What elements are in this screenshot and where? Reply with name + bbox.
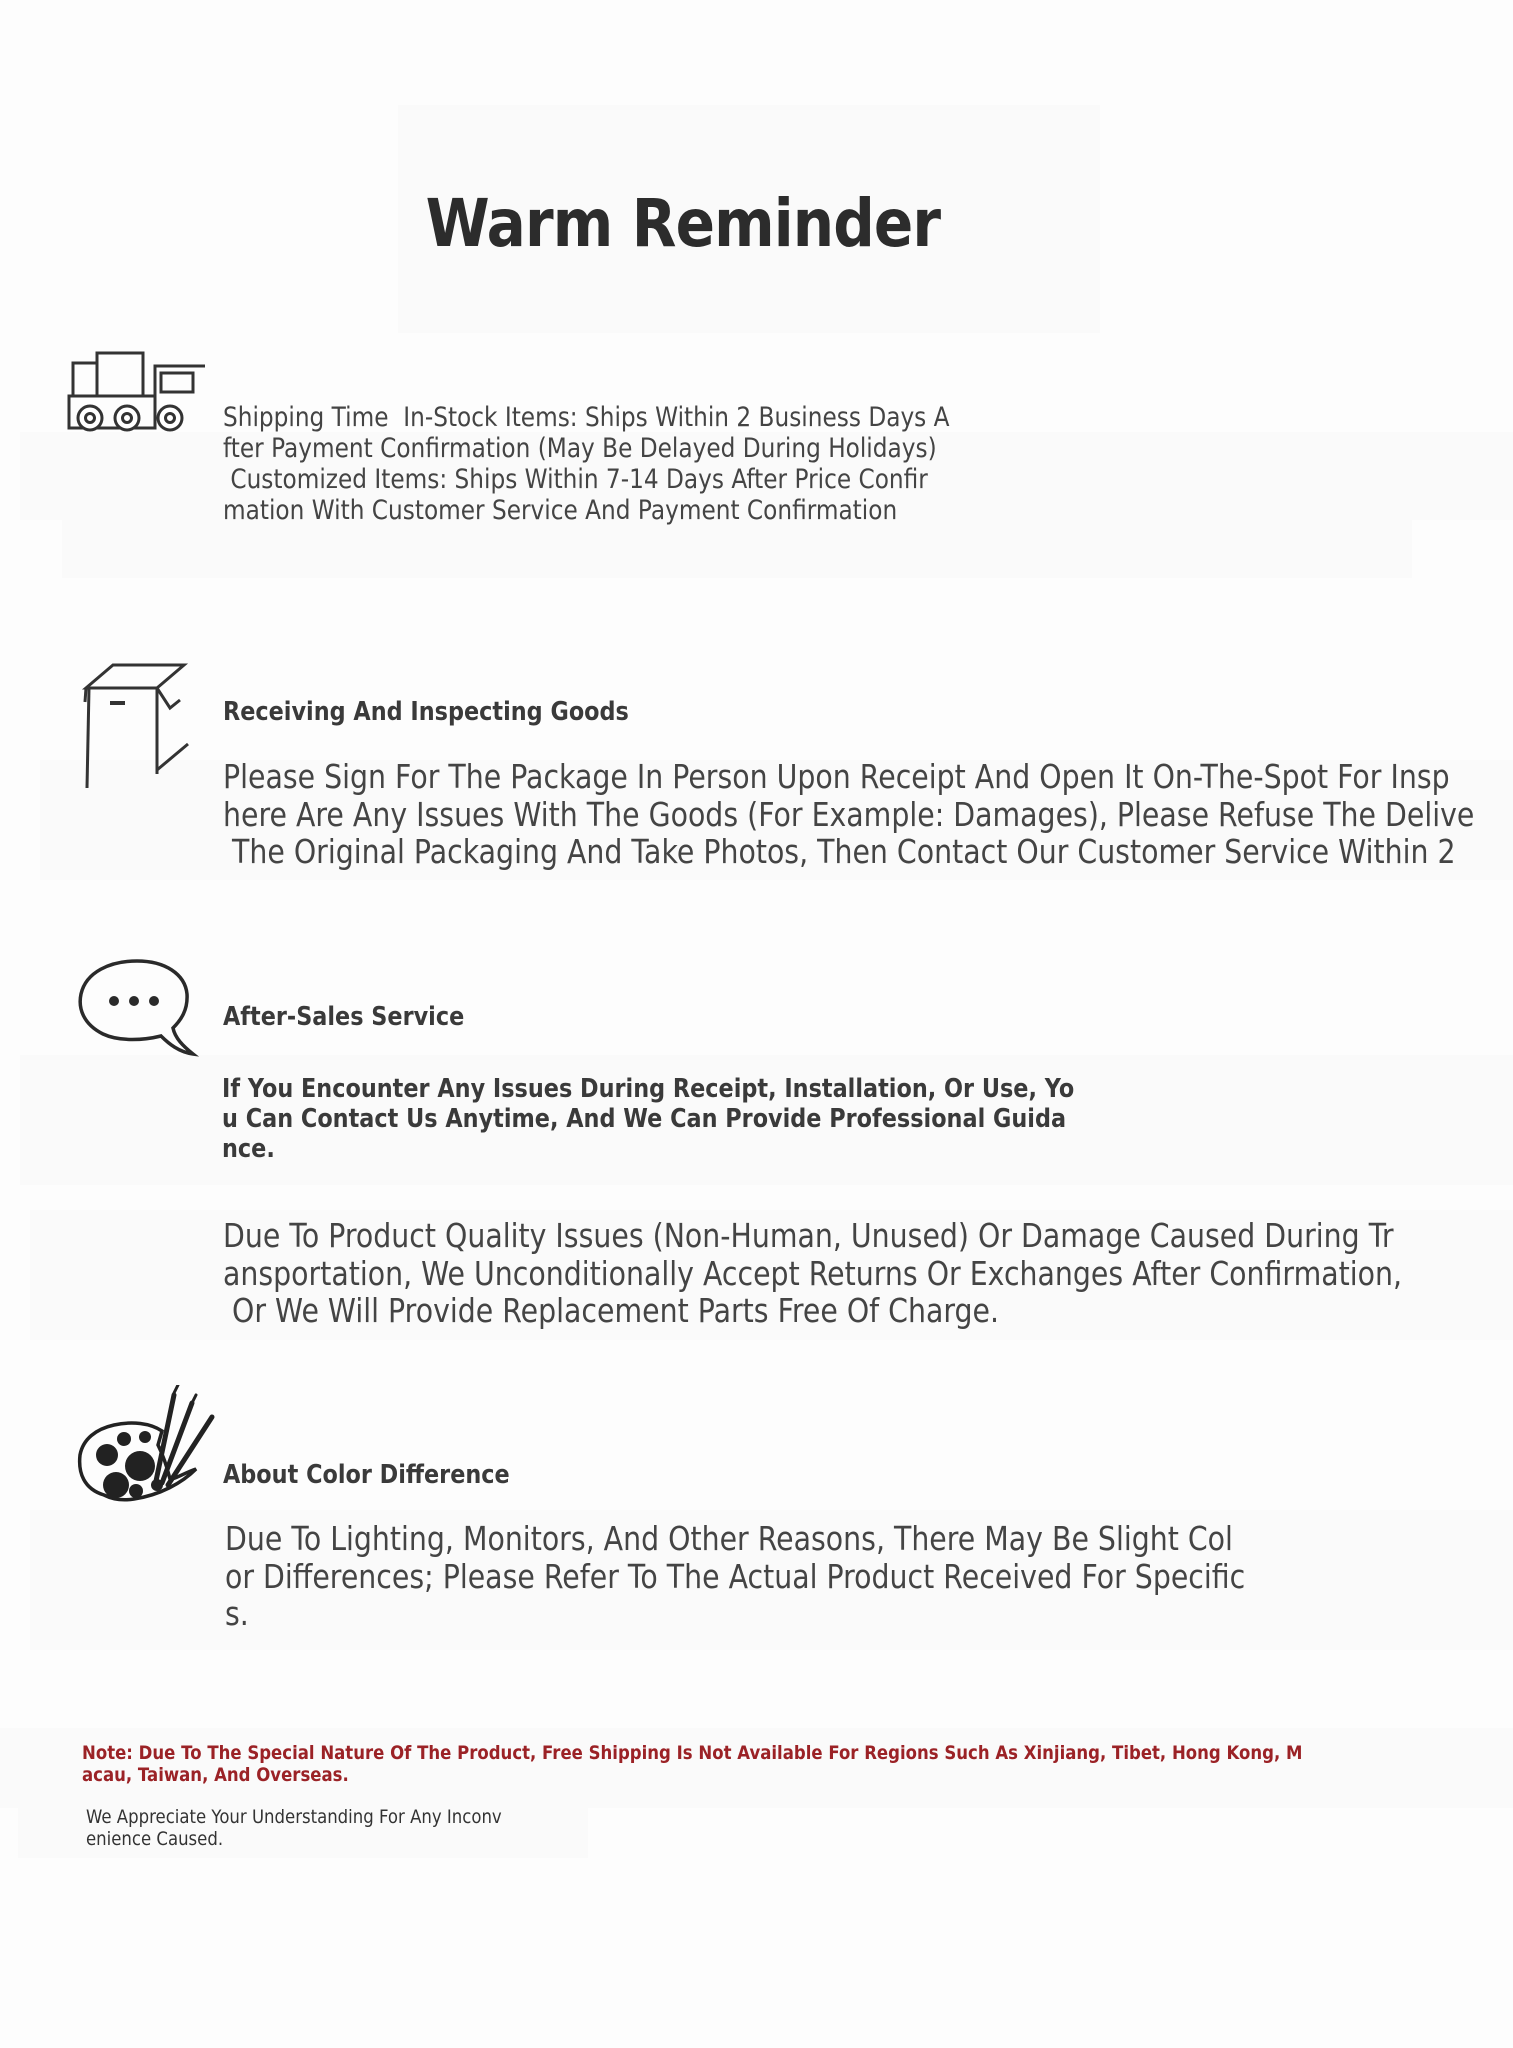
text-line: enience Caused.: [86, 1828, 224, 1850]
text-line: ansportation, We Unconditionally Accept Returns Or Exchanges After Confirmation,: [223, 1253, 1403, 1293]
apology-text: [86, 1806, 502, 1850]
receiving-text: [223, 758, 1474, 871]
aftersales-contact-text: [222, 1074, 1074, 1164]
shipping-panel-lower: [62, 520, 1412, 578]
text-line: here Are Any Issues With The Goods (For Example: Damages), Please Refuse The Delive: [223, 794, 1475, 834]
open-box-icon: [78, 662, 198, 792]
aftersales-heading: After-Sales Service: [223, 1002, 465, 1032]
text-line: Due To Product Quality Issues (Non-Human, Unused) Or Damage Caused During Tr: [223, 1216, 1394, 1255]
text-line: Due To Lighting, Monitors, And Other Reasons, There May Be Slight Col: [225, 1519, 1233, 1558]
paint-palette-icon: [74, 1385, 219, 1520]
text-line: mation With Customer Service And Payment Confirmation: [223, 495, 898, 526]
truck-icon: [66, 350, 208, 436]
text-line: The Original Packaging And Take Photos, Then Contact Our Customer Service Within 2: [223, 832, 1456, 871]
color-difference-text: [225, 1520, 1245, 1633]
text-line: If You Encounter Any Issues During Receipt, Installation, Or Use, Yo: [222, 1074, 1075, 1104]
text-line: acau, Taiwan, And Overseas.: [82, 1764, 349, 1786]
text-line: Please Sign For The Package In Person Upon Receipt And Open It On-The-Spot For Insp: [223, 757, 1450, 796]
shipping-time-text: [223, 402, 950, 526]
text-line: fter Payment Confirmation (May Be Delayed During Holidays): [223, 433, 937, 464]
text-line: Note: Due To The Special Nature Of The Product, Free Shipping Is Not Available For Regions Such As Xinjiang, Tibet, Hong Kong, M: [82, 1742, 1303, 1764]
text-line: Shipping Time In-Stock Items: Ships Within 2 Business Days A: [223, 402, 950, 433]
returns-policy-text: [223, 1217, 1402, 1330]
text-line: or Differences; Please Refer To The Actual Product Received For Specific: [225, 1556, 1246, 1596]
page-title: Warm Reminder: [425, 185, 941, 262]
text-line: Customized Items: Ships Within 7-14 Days After Price Confir: [223, 464, 928, 495]
receiving-heading: Receiving And Inspecting Goods: [223, 697, 629, 727]
color-difference-heading: About Color Difference: [223, 1460, 510, 1490]
text-line: nce.: [222, 1134, 275, 1164]
text-line: s.: [225, 1594, 249, 1633]
text-line: Or We Will Provide Replacement Parts Free Of Charge.: [223, 1291, 1000, 1330]
speech-bubble-icon: [75, 958, 200, 1060]
text-line: u Can Contact Us Anytime, And We Can Provide Professional Guida: [222, 1104, 1067, 1134]
shipping-note: [82, 1742, 1302, 1786]
text-line: We Appreciate Your Understanding For Any Inconv: [86, 1806, 502, 1828]
